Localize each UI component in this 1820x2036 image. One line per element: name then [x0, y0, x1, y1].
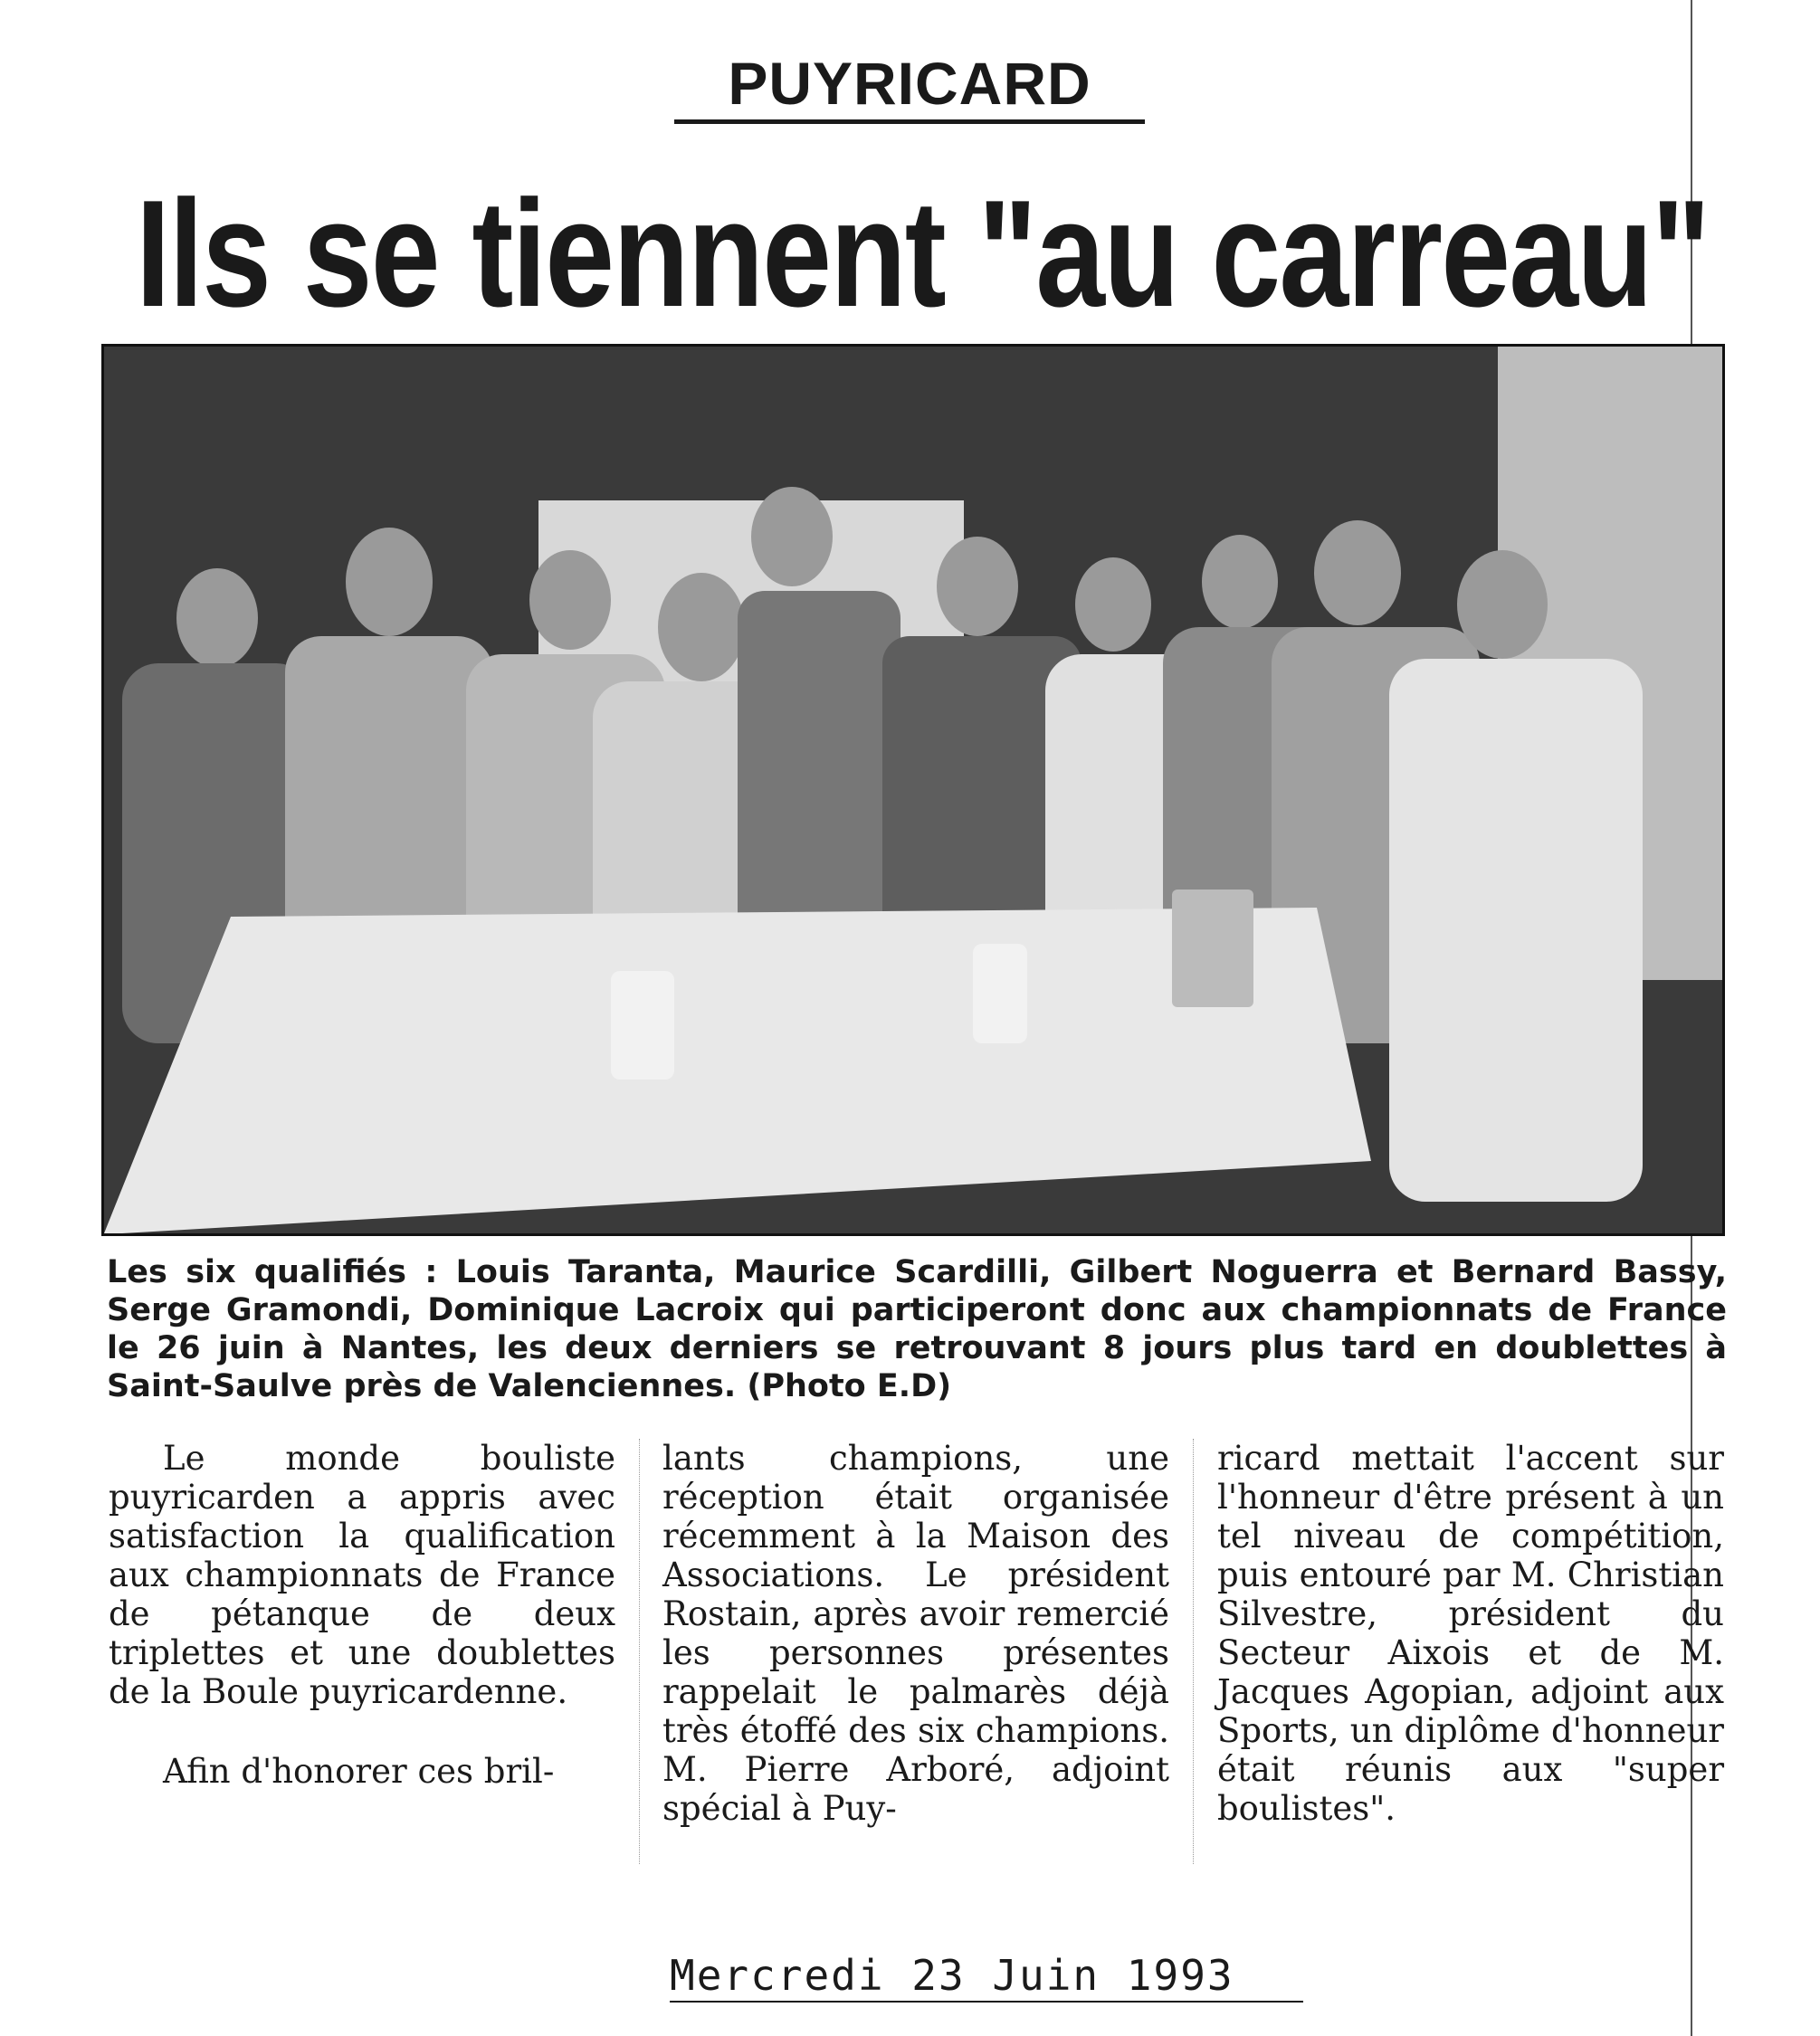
article-column-2 — [662, 1439, 1169, 1860]
paragraph: lants champions, une réception était organisée récemment à la Maison des Associations. Le président Rostain, après avoir remercié les personnes présentes rappelait le palmarès déjà très étoffé des six champions. M. Pierre Arboré, adjoint spécial à Puy- — [662, 1439, 1169, 1828]
photo — [101, 344, 1725, 1236]
headline: Ils se tiennent "au carreau" — [136, 168, 1710, 338]
photo-group-of-men — [104, 347, 1722, 1233]
section-title: PUYRICARD — [674, 47, 1145, 124]
article-column-1 — [109, 1439, 615, 1822]
paragraph: ricard mettait l'accent sur l'honneur d'être présent à un tel niveau de compétition, puis entouré par M. Christian Silvestre, président du Secteur Aixois et de M. Jacques Agopian, adjoint aux Sports, un diplôme d'honneur était réunis aux "super boulistes". — [1217, 1439, 1724, 1828]
article-body — [109, 1439, 1729, 1864]
photo-caption: Les six qualifiés : Louis Taranta, Maurice Scardilli, Gilbert Noguerra et Bernard Bassy, Serge Gramondi, Dominique Lacroix qui participeront donc aux championnats de France le 26 juin à Nantes, les deux derniers se retrouvant 8 jours plus tard en doublettes à Saint-Saulve près de Valenciennes. (Photo E.D) — [107, 1254, 1727, 1404]
paragraph: Afin d'honorer ces bril- — [163, 1752, 555, 1791]
paragraph: Le monde bouliste puyricarden a appris avec satisfaction la qualification aux championnats de France de pétanque de deux triplettes et une doublettes de la Boule puyricardenne. — [109, 1439, 615, 1711]
article-column-3 — [1217, 1439, 1724, 1860]
column-divider — [1193, 1439, 1194, 1864]
column-divider — [639, 1439, 640, 1864]
publication-date: Mercredi 23 Juin 1993 — [670, 1950, 1303, 2003]
